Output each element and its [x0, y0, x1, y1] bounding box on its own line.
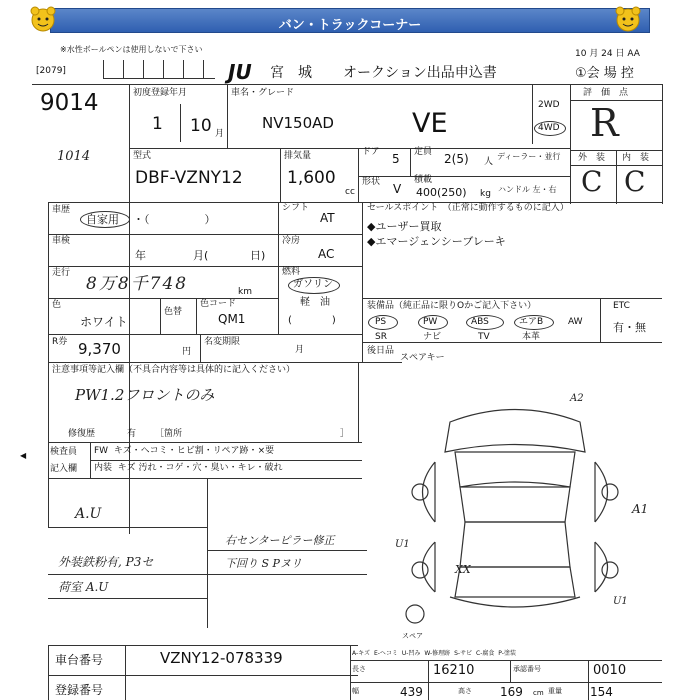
length-value: 16210: [433, 663, 475, 678]
doors-label: ドア: [362, 147, 380, 157]
rec-label: 承認番号: [513, 665, 541, 673]
lot-number: 9014: [40, 90, 99, 116]
label-4wd: 4WD: [538, 123, 560, 133]
cooling-value: AC: [318, 247, 335, 261]
reg-month: 10: [190, 116, 212, 136]
equip-title: 装備品（純正品に限りOかご記入下さい）: [367, 301, 537, 311]
banner-title: バン・トラックコーナー: [278, 18, 422, 33]
int-label: 内 装: [622, 153, 650, 163]
registration-label: 登録番号: [55, 683, 104, 697]
displacement-label: 排気量: [284, 151, 312, 161]
color-label: 色: [52, 300, 62, 310]
equip-pw: PW: [423, 317, 438, 327]
insp-note-4: 右センターピラー修正: [225, 534, 335, 547]
mileage-label: 走行: [52, 268, 71, 278]
equip-aw: AW: [568, 317, 583, 327]
accessories-value: スペアキー: [400, 353, 445, 363]
insp-note-2: 外装鉄粉有, P3セ: [58, 555, 154, 569]
notes-label: 注意事項等記入欄（不具合内容等は具体的に記入ください）: [52, 365, 296, 375]
chassis-value: VZNY12-078339: [160, 649, 283, 667]
diag-u1-right: U1: [613, 596, 628, 607]
color-code-label: 色コード: [200, 299, 237, 309]
type-label: 型式: [133, 151, 152, 161]
org-name: 宮 城: [270, 65, 312, 81]
shape-value: V: [393, 182, 402, 196]
left-arrow-mark: ◀: [20, 451, 27, 460]
color-value: ホワイト: [80, 315, 128, 329]
specs-header: A-キズ E-ヘコミ U-凹み W-修理跡 S-サビ C-腐食 P-塗装: [352, 650, 516, 657]
diag-spare: スペア: [402, 632, 423, 640]
dealer-label: ディーラー・並行: [497, 152, 561, 161]
equip-leather: 本革: [522, 332, 541, 342]
equip-tv: TV: [478, 332, 490, 342]
doors-value: 5: [392, 152, 400, 166]
color-code: QM1: [218, 312, 246, 326]
insp-note-3: 荷室 A.U: [58, 580, 109, 594]
accessories-label: 後日品: [367, 346, 395, 356]
equip-ps: PS: [375, 317, 387, 327]
pen-notice: ※水性ボールペンは使用しないで下さい: [60, 45, 203, 54]
fuel-gas: ガソリン: [293, 279, 333, 290]
inspector-label-1: 検査員: [50, 447, 78, 457]
equip-airbag: エアB: [519, 317, 544, 327]
usage-private: 自家用: [86, 213, 119, 226]
score-label: 評 価 点: [583, 88, 629, 98]
label-2wd: 2WD: [538, 100, 560, 110]
handle-label: ハンドル 左・右: [498, 185, 557, 194]
repair-label: 修復歴: [68, 429, 96, 439]
shift-label: シフト: [282, 203, 310, 213]
shaken-day: 日): [250, 249, 266, 262]
inspector-row-1: FW キズ・ヘコミ・ヒビ割・リペア跡・×要: [94, 446, 275, 456]
cooling-label: 冷房: [282, 236, 301, 246]
ju-logo: JU: [228, 60, 252, 84]
date: 10 月 24 日 AA: [575, 49, 640, 59]
fuel-paren: ( ): [288, 315, 336, 326]
ext-label: 外 装: [578, 153, 606, 163]
weight-label: 重量: [548, 687, 562, 695]
displacement-value: 1,600: [287, 168, 336, 188]
shaken-label: 車検: [52, 236, 71, 246]
expire-label: 名変期限: [204, 337, 241, 347]
height-value: 169: [500, 685, 523, 699]
load-value: 400(250): [416, 186, 467, 199]
reg-year: 1: [152, 114, 163, 134]
diag-a1: A1: [632, 502, 649, 516]
reg-label: 初度登録年月: [133, 88, 188, 98]
doc-title: オークション出品申込書: [343, 65, 497, 81]
grade: VE: [412, 108, 448, 139]
diag-xx: XX: [455, 563, 471, 576]
fuel-diesel: 軽 油: [300, 297, 330, 308]
insp-note-1: A.U: [75, 506, 102, 522]
recycle-label: R券: [52, 337, 68, 347]
model-name: NV150AD: [262, 114, 334, 132]
shaken-month: 月(: [193, 249, 209, 262]
capacity-value: 2(5): [444, 152, 469, 166]
notes-hand: PW1.2フロントのみ: [75, 386, 215, 404]
rec-value: 0010: [593, 663, 627, 678]
equip-etc-value: 有・無: [613, 321, 646, 334]
inspector-row-2: 内装 キズ 汚れ・コゲ・穴・臭い・キレ・破れ: [94, 463, 283, 473]
diag-a2: A2: [570, 393, 584, 404]
score-value: R: [590, 101, 619, 145]
banner: [50, 8, 650, 33]
length-label: 長さ: [352, 665, 366, 673]
insp-note-5: 下回り S Pヌリ: [225, 557, 302, 570]
color-change-label: 色替: [164, 307, 183, 317]
width-label: 幅: [352, 687, 359, 695]
shaken-year: 年: [135, 249, 146, 262]
sales-title: セールスポイント （正常に動作するものに記入）: [367, 203, 569, 213]
sales-item-2: ◆エマージェンシーブレーキ: [367, 235, 506, 248]
id-tick-boxes: [103, 52, 223, 80]
capacity-label: 定員: [414, 147, 433, 157]
usage-other: ・（ ）: [133, 213, 216, 226]
load-label: 積載: [414, 175, 433, 185]
shape-label: 形状: [362, 177, 381, 187]
diag-u1-left: U1: [395, 539, 410, 550]
height-label: 高さ: [458, 687, 472, 695]
expire-month: 月: [295, 345, 305, 355]
usage-label: 車歴: [52, 205, 71, 215]
small-id: [2079]: [36, 66, 66, 76]
repair-place: ［箇所: [155, 429, 183, 439]
repair-value: 有: [127, 429, 137, 439]
inspector-label-2: 記入欄: [50, 464, 78, 474]
model-label: 車名・グレード: [231, 88, 295, 98]
chassis-label: 車台番号: [55, 653, 104, 667]
type-value: DBF-VZNY12: [135, 168, 243, 188]
equip-navi: ナビ: [423, 332, 442, 342]
equip-sr: SR: [375, 332, 387, 342]
hand-note: 1014: [57, 149, 91, 164]
mileage-value: 8万8千748: [86, 274, 189, 294]
weight-value: 154: [590, 685, 613, 699]
int-grade: C: [624, 165, 646, 198]
equip-abs: ABS: [471, 317, 489, 327]
vehicle-diagram: [390, 392, 640, 642]
recycle-value: 9,370: [78, 340, 121, 358]
shift-value: AT: [320, 211, 335, 225]
copy-label: ①会 場 控: [575, 66, 634, 81]
mascot-icon-left: [28, 4, 58, 34]
fuel-label: 燃料: [282, 267, 301, 277]
ext-grade: C: [581, 165, 603, 198]
sales-item-1: ◆ユーザー買取: [367, 220, 442, 233]
width-value: 439: [400, 685, 423, 699]
mascot-icon-right: [613, 4, 643, 34]
equip-etc-label: ETC: [613, 301, 630, 311]
